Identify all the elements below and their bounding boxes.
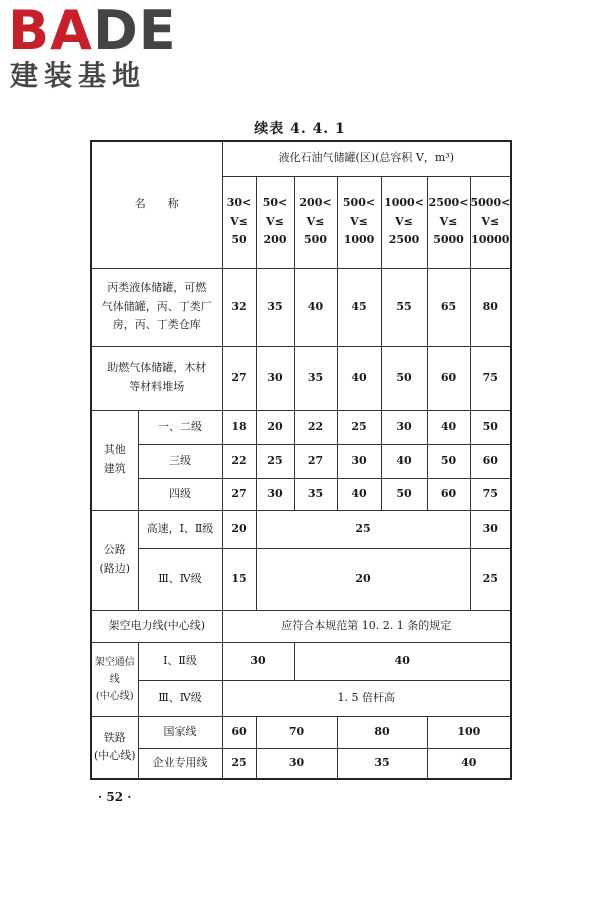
cell: 65 [427,268,470,346]
group-label-other-buildings: 其他 建筑 [91,410,138,510]
cell: 25 [222,748,256,779]
col-header-2: 50< V≤ 200 [256,176,294,268]
cell: 50 [427,444,470,478]
row-label-power-line: 架空电力线(中心线) [91,610,222,642]
cell: 27 [294,444,337,478]
table-row [91,610,511,642]
row-label-bingle: 丙类液体储罐，可燃 气体储罐，丙、丁类厂 房，丙、丁类仓库 [91,268,222,346]
cell: 32 [222,268,256,346]
group-label-road: 公路 (路边) [91,510,138,610]
cell: 22 [294,410,337,444]
bade-logo [8,2,177,92]
logo-word-accent: BA [8,0,93,62]
row-label: Ⅲ、Ⅳ级 [138,680,222,716]
cell: 应符合本规范第 10. 2. 1 条的规定 [222,610,511,642]
row-label-zhuran: 助燃气体储罐，木材 等材料堆场 [91,346,222,410]
cell: 25 [256,444,294,478]
logo-word-rest: DE [92,0,177,62]
cell: 1. 5 倍杆高 [222,680,511,716]
cell: 100 [427,716,511,748]
row-label: Ⅰ、Ⅱ级 [138,642,222,680]
cell: 20 [222,510,256,548]
cell: 50 [381,478,427,510]
col-header-7: 5000< V≤ 10000 [470,176,511,268]
group-header: 液化石油气储罐(区)(总容积 V，m³) [222,141,511,176]
page-number: · 52 · [98,790,132,804]
cell: 75 [470,478,511,510]
table-caption: 续表 4. 4. 1 [254,121,346,137]
name-header: 名 称 [91,141,222,268]
cell: 25 [470,548,511,610]
spacing-table [90,140,512,780]
cell: 35 [294,478,337,510]
table-row [91,346,511,410]
cell: 30 [470,510,511,548]
logo-chinese: 建装基地 [10,59,147,92]
cell: 80 [337,716,427,748]
table-row [91,680,511,716]
col-header-4: 500< V≤ 1000 [337,176,381,268]
row-label: 国家线 [138,716,222,748]
cell: 60 [222,716,256,748]
table-row [91,716,511,748]
row-label: 企业专用线 [138,748,222,779]
cell: 27 [222,478,256,510]
cell: 40 [337,346,381,410]
col-header-3: 200< V≤ 500 [294,176,337,268]
table-row [91,748,511,779]
cell: 15 [222,548,256,610]
cell: 30 [256,346,294,410]
col-header-5: 1000< V≤ 2500 [381,176,427,268]
cell: 60 [470,444,511,478]
cell: 40 [427,410,470,444]
cell: 50 [470,410,511,444]
cell: 18 [222,410,256,444]
cell: 60 [427,346,470,410]
cell: 27 [222,346,256,410]
group-label-railway: 铁路 (中心线) [91,716,138,779]
cell: 75 [470,346,511,410]
cell: 55 [381,268,427,346]
row-label: 一、二级 [138,410,222,444]
row-label: Ⅲ、Ⅳ级 [138,548,222,610]
col-header-6: 2500< V≤ 5000 [427,176,470,268]
cell: 80 [470,268,511,346]
cell: 30 [381,410,427,444]
cell: 30 [256,748,337,779]
logo-wordmark [8,2,177,60]
col-header-1: 30< V≤ 50 [222,176,256,268]
cell: 40 [427,748,511,779]
cell: 35 [337,748,427,779]
cell: 40 [294,268,337,346]
cell: 30 [337,444,381,478]
cell: 22 [222,444,256,478]
cell: 35 [256,268,294,346]
cell: 60 [427,478,470,510]
row-label: 四级 [138,478,222,510]
table-row [91,548,511,610]
cell: 30 [256,478,294,510]
cell: 40 [294,642,511,680]
cell: 25 [256,510,470,548]
group-label-comm-line: 架空通信线 (中心线) [91,642,138,716]
cell: 20 [256,410,294,444]
cell: 35 [294,346,337,410]
cell: 20 [256,548,470,610]
cell: 50 [381,346,427,410]
table-row [91,642,511,680]
cell: 45 [337,268,381,346]
cell: 40 [337,478,381,510]
row-label: 高速，Ⅰ、Ⅱ级 [138,510,222,548]
cell: 40 [381,444,427,478]
table-row [91,268,511,346]
row-label: 三级 [138,444,222,478]
cell: 25 [337,410,381,444]
cell: 70 [256,716,337,748]
table-row [91,444,511,478]
cell: 30 [222,642,294,680]
table-row [91,410,511,444]
table-row [91,510,511,548]
table-row [91,478,511,510]
